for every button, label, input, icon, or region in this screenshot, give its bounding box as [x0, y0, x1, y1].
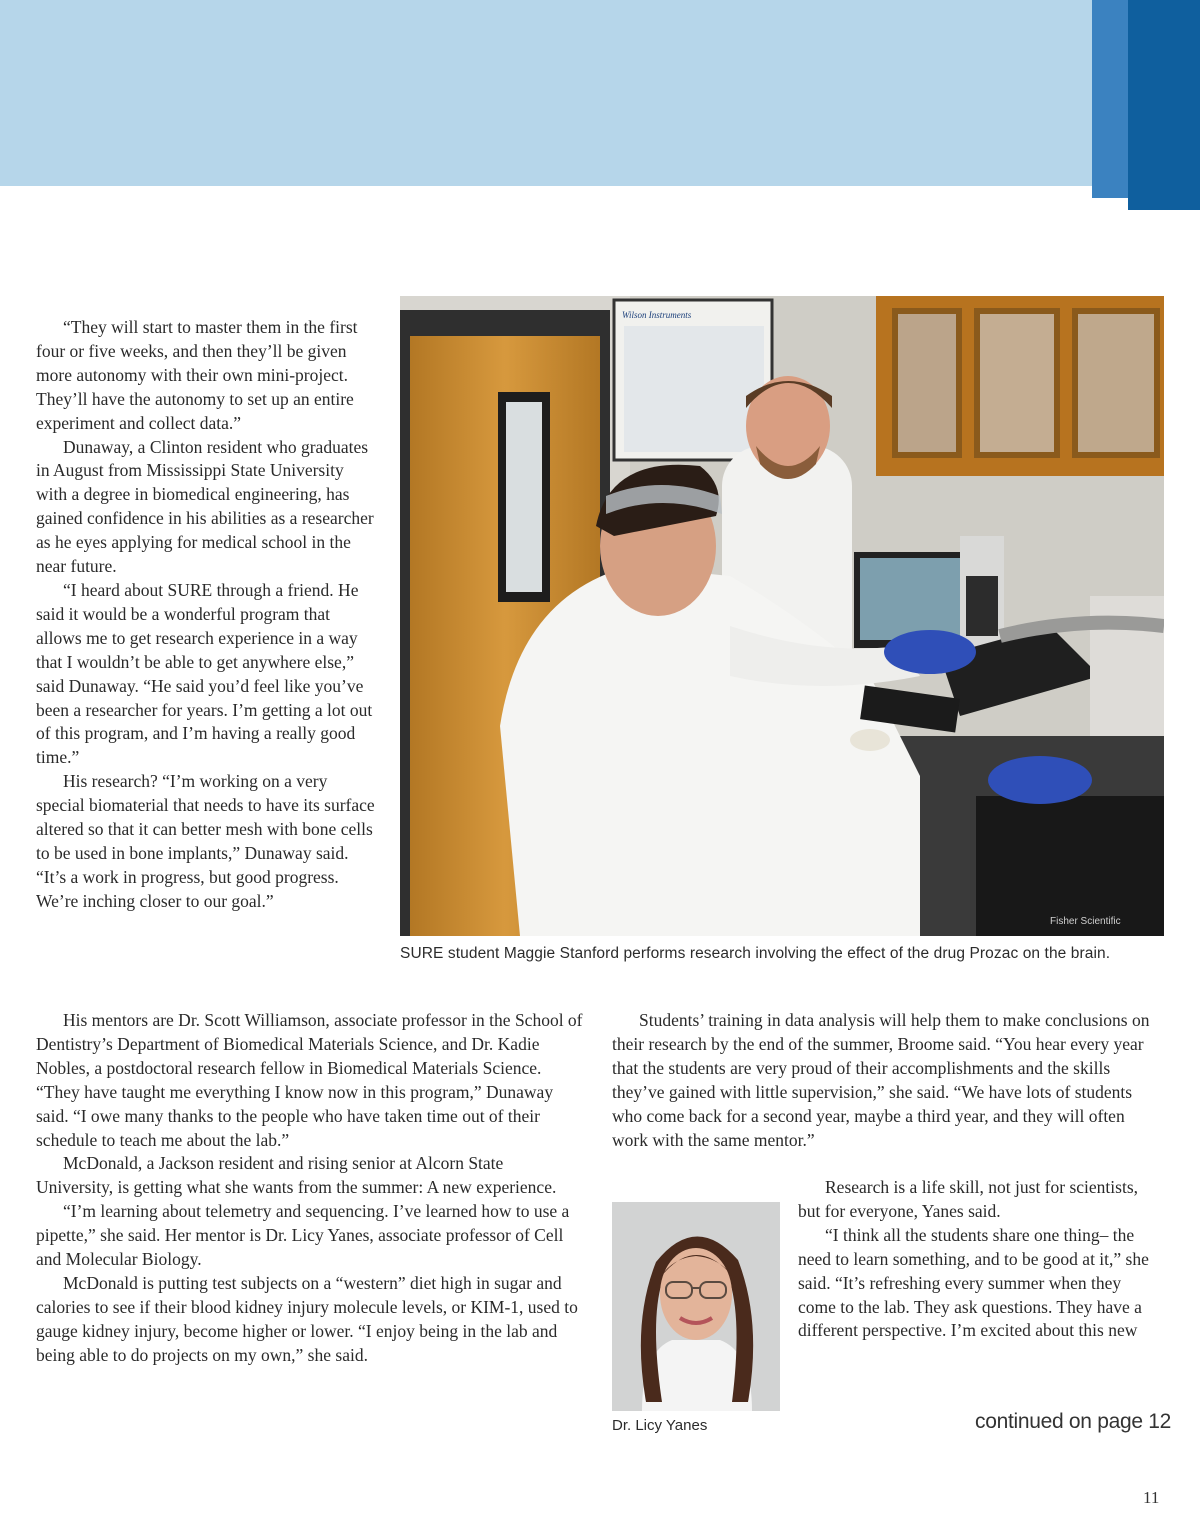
portrait-caption: Dr. Licy Yanes — [612, 1417, 708, 1434]
article-paragraph: McDonald, a Jackson resident and rising senior at Alcorn State University, is getting what she wants from the summer: A new experience. — [36, 1153, 557, 1198]
article-column-right-top — [612, 1009, 1160, 1152]
lab-photo-illustration — [400, 296, 1164, 936]
header-tab-light — [1092, 0, 1128, 198]
article-column-left-top — [36, 316, 376, 914]
portrait-illustration — [612, 1202, 780, 1411]
article-paragraph: McDonald is putting test subjects on a “western” diet high in sugar and calories to see if their blood kidney injury molecule levels, or KIM-1, used to gauge kidney injury, become higher or lower. “I enjoy being in the lab and being able to do projects on my own,” she said. — [36, 1272, 578, 1365]
header-banner — [0, 0, 1200, 186]
article-column-left-bottom — [36, 1009, 584, 1368]
article-paragraph: “I’m learning about telemetry and sequencing. I’ve learned how to use a pipette,” she said. Her mentor is Dr. Licy Yanes, associate professor of Cell and Molecular Biology. — [36, 1201, 570, 1270]
page-number: 11 — [1143, 1488, 1160, 1507]
photo-caption: SURE student Maggie Stanford performs research involving the effect of the drug Prozac on the brain. — [400, 945, 1111, 962]
article-paragraph: Research is a life skill, not just for scientists, but for everyone, Yanes said. — [798, 1177, 1139, 1221]
article-column-right-bottom — [798, 1176, 1160, 1343]
portrait-photo — [612, 1202, 780, 1411]
article-paragraph: His mentors are Dr. Scott Williamson, associate professor in the School of Dentistry’s Department of Biomedical Materials Science, and Dr. Kadie Nobles, a postdoctoral research fellow in Biomedical Materials Science. “They have taught me everything I know now in this program,” Dunaway said. “I owe many thanks to the people who have taken time out of their schedule to teach me about the lab.” — [36, 1010, 583, 1150]
article-paragraph: “I think all the students share one thing– the need to learn something, and to be good at it,” she said. “It’s refreshing every summer when they come to the lab. They ask questions. They have a different perspective. I’m excited about this new — [798, 1224, 1149, 1341]
article-paragraph: His research? “I’m working on a very special biomaterial that needs to have its surface altered so that it can better mesh with bone cells to be used in bone implants,” Dunaway said. “It’s a work in progress, but good progress. We’re inching closer to our goal.” — [36, 771, 375, 911]
article-paragraph: Dunaway, a Clinton resident who graduates in August from Mississippi State University with a degree in biomedical engineering, has gained confidence in his abilities as a researcher as he eyes applying for medical school in the near future. — [36, 436, 374, 577]
lab-photo — [400, 296, 1164, 936]
header-tab-dark — [1128, 0, 1200, 210]
poster-text: Wilson Instruments — [622, 310, 692, 320]
article-paragraph: “They will start to master them in the first four or five weeks, and then they’ll be given more autonomy with their own mini-project. They’ll have the autonomy to set up an entire experiment and collect data.” — [36, 317, 358, 433]
continued-link[interactable]: continued on page 12 — [975, 1410, 1172, 1433]
article-paragraph: Students’ training in data analysis will help them to make conclusions on their research by the end of the summer, Broome said. “You hear every year that the students are very proud of their accomplishments and the skills they’ve gained with little supervision,” she said. “We have lots of students who come back for a second year, maybe a third year, and they will often work with the same mentor.” — [612, 1010, 1150, 1150]
article-paragraph: “I heard about SURE through a friend. He said it would be a wonderful program that allows me to get research experience in a way that I wouldn’t be able to get anywhere else,” said Dunaway. “He said you’d feel like you’ve been a researcher for years. I’m getting a lot out of this program, and I’m having a really good time.” — [36, 579, 373, 768]
equipment-brand-text: Fisher Scientific — [1050, 916, 1121, 927]
